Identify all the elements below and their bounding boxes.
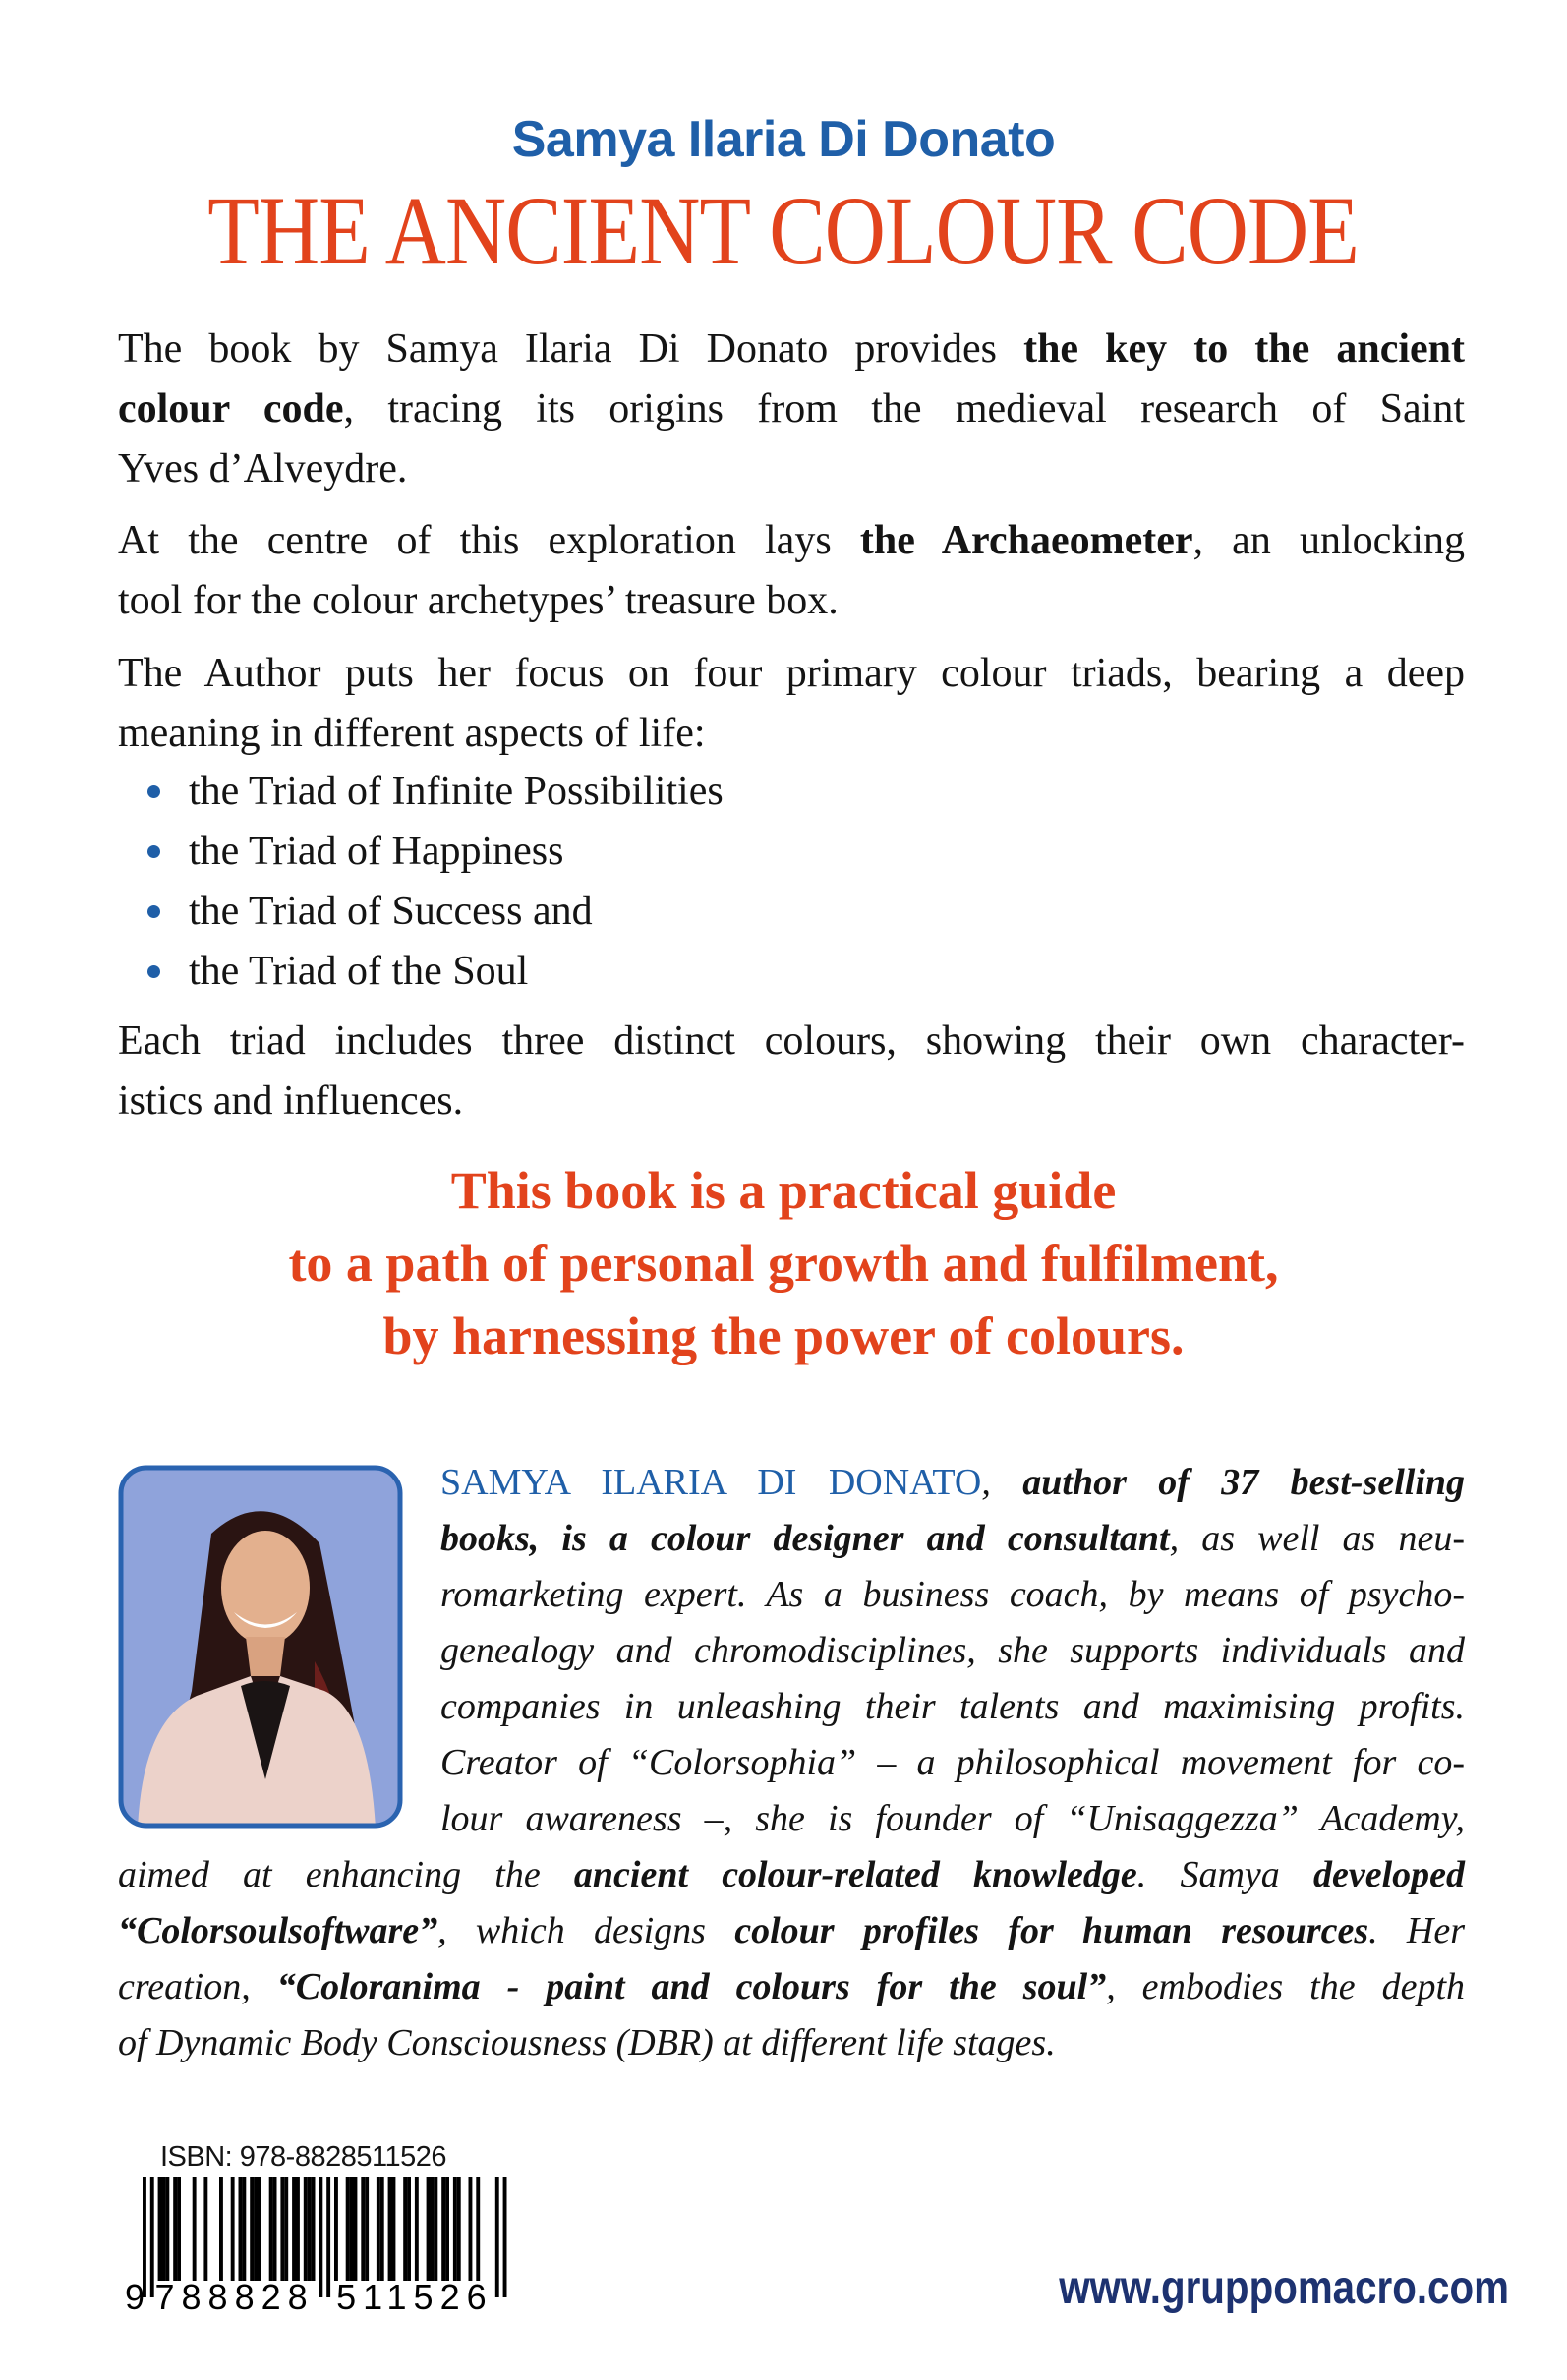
- text: , an unlocking: [1192, 518, 1465, 563]
- barcode-bar: [308, 2177, 312, 2281]
- triad-list: [118, 762, 724, 1002]
- barcode-bar: [427, 2177, 431, 2281]
- text: istics and influences.: [118, 1078, 464, 1124]
- text: Each triad includes three distinct colours, showing their own character-: [118, 1018, 1465, 1064]
- barcode-bar: [284, 2177, 288, 2281]
- tagline-line: This book is a practical guide: [450, 1161, 1117, 1220]
- text: , as well as neu-: [1169, 1518, 1465, 1559]
- bullet-icon: [147, 785, 160, 798]
- barcode-bar: [177, 2177, 181, 2281]
- barcode-bar: [354, 2177, 358, 2281]
- text: , which designs: [437, 1910, 735, 1951]
- bold-text: author of 37 best-selling: [1022, 1462, 1466, 1503]
- bold-text: books, is a colour designer and consultant: [440, 1518, 1170, 1559]
- barcode-bar: [219, 2177, 223, 2281]
- barcode-bar: [441, 2177, 445, 2281]
- text-line: [440, 1567, 1465, 1623]
- text: creation,: [118, 1966, 277, 2007]
- bold-text: colour code: [118, 386, 344, 432]
- list-item: [118, 942, 724, 1002]
- list-item-text: the Triad of Happiness: [189, 829, 564, 874]
- barcode-bar: [162, 2177, 166, 2281]
- barcode-bar: [231, 2177, 235, 2281]
- barcode-bar: [165, 2177, 169, 2281]
- barcode-bar: [150, 2177, 154, 2297]
- book-title: [0, 177, 1567, 285]
- bullet-icon: [147, 965, 160, 978]
- text-line: [118, 571, 1465, 631]
- barcode-bar: [292, 2177, 296, 2281]
- barcode-bar: [365, 2177, 369, 2281]
- bold-text: “Coloranima - paint and colours for the soul”: [276, 1966, 1107, 2007]
- barcode-bar: [319, 2177, 322, 2297]
- barcode-bar: [431, 2177, 435, 2281]
- barcode-bar: [273, 2177, 277, 2281]
- text-line: [440, 1791, 1465, 1847]
- text: , embodies the depth: [1106, 1966, 1466, 2007]
- description-paragraph-2: [118, 511, 1465, 631]
- text-line: [118, 1847, 1465, 1903]
- barcode-bar: [269, 2177, 273, 2281]
- text: aimed at enhancing the: [118, 1854, 574, 1895]
- barcode-bar: [388, 2177, 392, 2281]
- barcode-bar: [445, 2177, 449, 2281]
- barcode-digits: 511526: [336, 2277, 493, 2315]
- barcode-bar: [173, 2177, 177, 2281]
- book-title-text: THE ANCIENT COLOUR CODE: [207, 176, 1360, 285]
- text-line: [118, 379, 1465, 439]
- list-item-text: the Triad of Infinite Possibilities: [189, 769, 724, 814]
- barcode-bar: [280, 2177, 284, 2281]
- text-line: [440, 1511, 1465, 1567]
- list-item: [118, 882, 724, 942]
- bold-text: ancient colour-related knowledge: [573, 1854, 1137, 1895]
- barcode-bar: [503, 2177, 507, 2297]
- barcode-bar: [254, 2177, 258, 2281]
- text-line: [118, 644, 1465, 704]
- barcode-bar: [203, 2177, 207, 2281]
- tagline-line: to a path of personal growth and fulfilment,: [288, 1234, 1279, 1293]
- barcode-bar: [392, 2177, 396, 2281]
- text-line: [118, 319, 1465, 379]
- text-line: [118, 1903, 1465, 1959]
- author-name: Samya Ilaria Di Donato: [511, 111, 1056, 168]
- barcode-bar: [346, 2177, 350, 2281]
- text: Creator of “Colorsophia” – a philosophical movement for co-: [440, 1742, 1465, 1783]
- text: genealogy and chromodisciplines, she supports individuals and: [440, 1630, 1465, 1671]
- barcode-bar: [469, 2177, 473, 2281]
- barcode-bar: [403, 2177, 407, 2281]
- text: . Her: [1368, 1910, 1465, 1951]
- barcode-bar: [380, 2177, 384, 2281]
- bullet-icon: [147, 905, 160, 918]
- text: companies in unleashing their talents and maximising profits.: [440, 1686, 1465, 1727]
- list-item-text: the Triad of Success and: [189, 889, 593, 934]
- text-line: [440, 1623, 1465, 1679]
- barcode-bar: [258, 2177, 261, 2281]
- isbn-label: ISBN: 978-8828511526: [160, 2141, 446, 2173]
- text: Yves d’Alveydre.: [118, 446, 408, 492]
- barcode-digits: 788828: [154, 2277, 315, 2315]
- barcode-bar: [250, 2177, 254, 2281]
- highlight-text: SAMYA ILARIA DI DONATO: [440, 1462, 982, 1503]
- barcode-bar: [193, 2177, 197, 2281]
- text-line: [440, 1679, 1465, 1735]
- barcode-bar: [158, 2177, 162, 2281]
- barcode-bar: [350, 2177, 354, 2281]
- text-line: [440, 1455, 1465, 1511]
- list-item: [118, 762, 724, 822]
- text: of Dynamic Body Consciousness (DBR) at different life stages.: [118, 2022, 1056, 2063]
- barcode-bar: [415, 2177, 419, 2281]
- barcode-bar: [457, 2177, 461, 2281]
- bold-text: “Colorsoulsoftware”: [118, 1910, 438, 1951]
- text-line: [118, 704, 1465, 764]
- barcode-bar: [361, 2177, 365, 2281]
- barcode-bar: [407, 2177, 411, 2281]
- barcode-bar: [242, 2177, 246, 2281]
- text: , tracing its origins from the medieval research of Saint: [343, 386, 1465, 432]
- barcode-bar: [495, 2177, 499, 2297]
- text: romarketing expert. As a business coach, by means of psycho-: [440, 1574, 1465, 1615]
- publisher-website[interactable]: [973, 2261, 1509, 2315]
- bullet-icon: [147, 845, 160, 858]
- text-line: [118, 1959, 1465, 2015]
- barcode-bar: [377, 2177, 380, 2281]
- bold-text: colour profiles for human resources: [734, 1910, 1369, 1951]
- bold-text: the key to the ancient: [1023, 326, 1465, 372]
- barcode-bar: [453, 2177, 457, 2281]
- barcode: [113, 2177, 516, 2315]
- text: At the centre of this exploration lays: [118, 518, 860, 563]
- text-line: [118, 511, 1465, 571]
- barcode-digits: 9: [125, 2277, 145, 2315]
- text: ,: [981, 1462, 1023, 1503]
- list-item: [118, 822, 724, 882]
- bold-text: developed: [1312, 1854, 1466, 1895]
- text: . Samya: [1136, 1854, 1313, 1895]
- text: tool for the colour archetypes’ treasure box.: [118, 578, 839, 623]
- bold-text: the Archaeometer: [859, 518, 1193, 563]
- text-line: [118, 1012, 1465, 1072]
- description-paragraph-1: [118, 319, 1465, 499]
- text-line: [118, 1072, 1465, 1132]
- tagline-line: by harnessing the power of colours.: [382, 1306, 1185, 1365]
- publisher-website-text[interactable]: www.gruppomacro.com: [1059, 2262, 1509, 2314]
- text: The book by Samya Ilaria Di Donato provides: [118, 326, 1024, 372]
- list-item-text: the Triad of the Soul: [189, 949, 529, 994]
- text-line: [118, 2015, 1465, 2071]
- text-line: [440, 1735, 1465, 1791]
- barcode-bar: [334, 2177, 338, 2281]
- text: lour awareness –, she is founder of “Unisaggezza” Academy,: [440, 1798, 1465, 1839]
- barcode-bar: [326, 2177, 330, 2297]
- description-paragraph-3: [118, 644, 1465, 764]
- author-bio: [118, 1455, 1465, 2071]
- description-paragraph-4: [118, 1012, 1465, 1132]
- text: The Author puts her focus on four primary colour triads, bearing a deep: [118, 651, 1465, 696]
- text: meaning in different aspects of life:: [118, 711, 706, 756]
- barcode-bar: [434, 2177, 437, 2281]
- barcode-bar: [296, 2177, 300, 2281]
- tagline: [0, 1154, 1567, 1372]
- barcode-bar: [239, 2177, 243, 2281]
- barcode-bar: [312, 2177, 316, 2281]
- text-line: [118, 439, 1465, 499]
- barcode-bar: [476, 2177, 480, 2281]
- barcode-bar: [304, 2177, 308, 2281]
